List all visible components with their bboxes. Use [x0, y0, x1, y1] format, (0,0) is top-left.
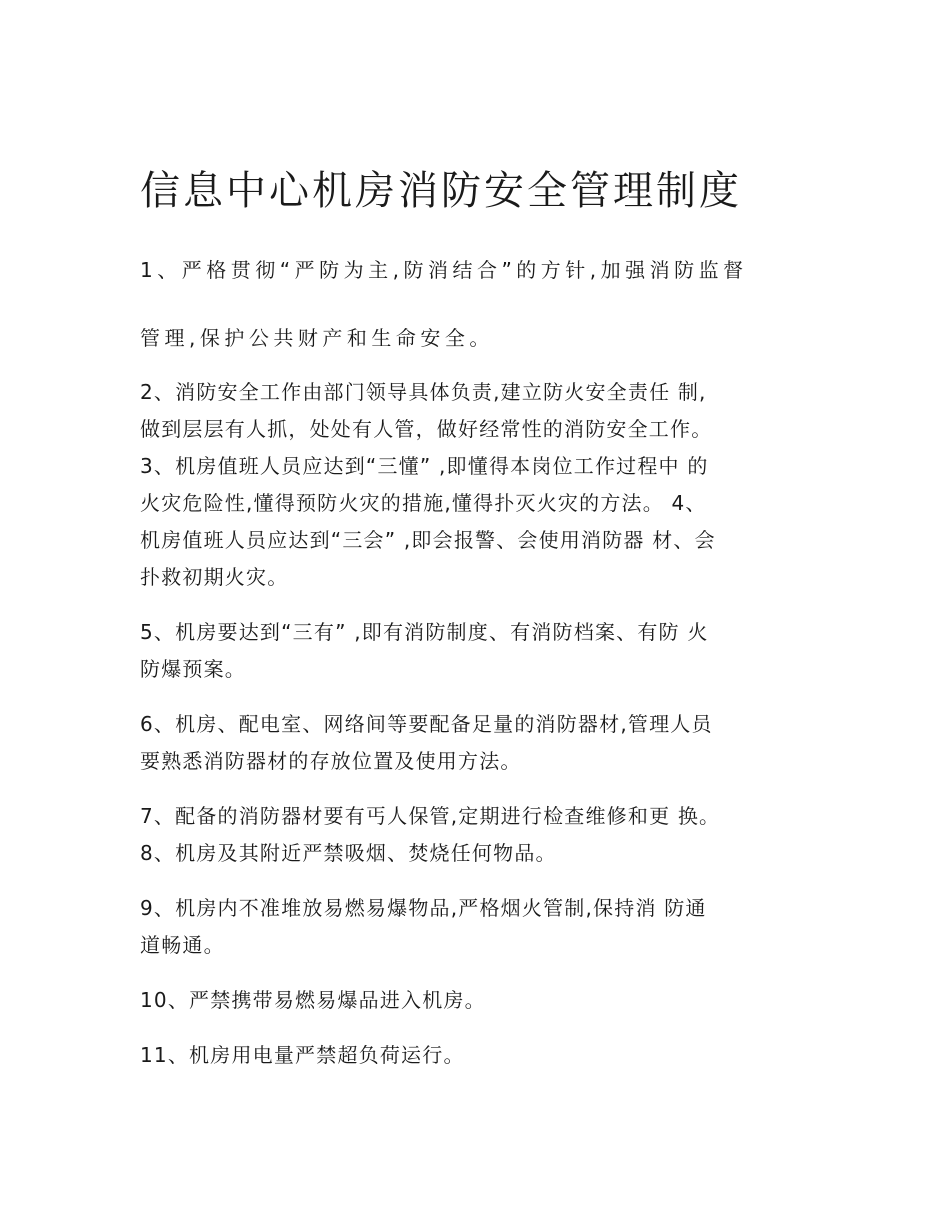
rule-line-9: 5、机房要达到“三有” ,即有消防制度、有消防档案、有防 火 [140, 620, 709, 644]
rule-line-7: 机房值班人员应达到“三会” ,即会报警、会使用消防器 材、会 [140, 528, 716, 552]
rule-line-10: 防爆预案。 [140, 657, 246, 681]
rule-line-5: 3、机房值班人员应达到“三懂” ,即懂得本岗位工作过程中 的 [140, 454, 709, 478]
rule-line-12: 要熟悉消防器材的存放位置及使用方法。 [140, 749, 522, 773]
rule-line-2: 管理,保护公共财产和生命安全。 [140, 326, 494, 350]
rule-line-3: 2、消防安全工作由部门领导具体负责,建立防火安全责任 制, [140, 380, 707, 404]
rule-line-18: 11、机房用电量严禁超负荷运行。 [140, 1043, 465, 1067]
rule-line-17: 10、严禁携带易燃易爆品进入机房。 [140, 988, 486, 1012]
rule-line-8: 扑救初期火灾。 [140, 565, 289, 589]
document-title: 信息中心机房消防安全管理制度 [140, 168, 742, 214]
rule-line-11: 6、机房、配电室、网络间等要配备足量的消防器材,管理人员 [140, 712, 713, 736]
rule-line-6: 火灾危险性,懂得预防火灾的措施,懂得扑灭火灾的方法。 4、 [140, 491, 707, 515]
rule-line-15: 9、机房内不准堆放易燃易爆物品,严格烟火管制,保持消 防通 [140, 896, 707, 920]
rule-line-1: 1、严格贯彻“严防为主,防消结合”的方针,加强消防监督 [140, 258, 748, 282]
rule-line-16: 道畅通。 [140, 933, 225, 957]
rule-line-14: 8、机房及其附近严禁吸烟、焚烧任何物品。 [140, 841, 557, 865]
rule-line-4: 做到层层有人抓，处处有人管，做好经常性的消防安全工作。 [140, 417, 713, 441]
rule-line-13: 7、配备的消防器材要有丐人保管,定期进行检查维修和更 换。 [140, 804, 721, 828]
